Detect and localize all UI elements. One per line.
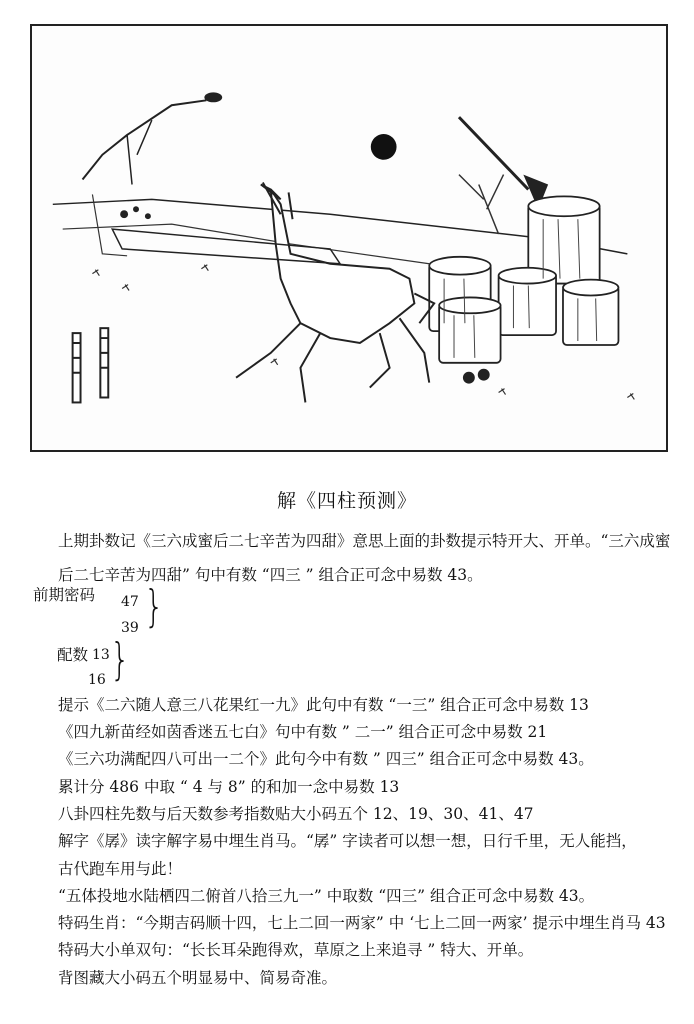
match-numbers-label: 配数: [57, 646, 89, 664]
brace-symbol: }: [110, 634, 130, 685]
previous-code-value: 39: [121, 620, 139, 636]
body-line: 《三六功满配四八可出一二个》此句今中有数 ” 四三” 组合正可念中易数 43。: [58, 750, 594, 768]
body-line: 《四九新苗经如茵香迷五七白》句中有数 ” 二一” 组合正可念中易数 21: [58, 723, 548, 741]
body-line: 八卦四柱先数与后天数参考指数贴大小码五个 12、19、30、41、47: [58, 805, 534, 823]
body-line: 背图藏大小码五个明显易中、简易奇准。: [58, 969, 338, 987]
body-line: 提示《二六随人意三八花果红一九》此句中有数 “一三” 组合正可念中易数 13: [58, 696, 589, 714]
body-line: 解字《孱》读字解字易中埋生肖马。“孱” 字读者可以想一想，日行千里，无人能挡，: [58, 832, 637, 850]
paragraph-line: 后二七辛苦为四甜” 句中有数 “四三 ” 组合正可念中易数 43。: [58, 566, 483, 584]
article-title: 解《四柱预测》: [276, 490, 417, 512]
illustration-frame: [30, 24, 668, 452]
paragraph-line: 上期卦数记《三六成蜜后二七辛苦为四甜》意思上面的卦数提示特开大、开单。“三六成蜜: [58, 532, 671, 550]
body-line: “五体投地水陆栖四二俯首八拾三九一” 中取数 “四三” 组合正可念中易数 43。: [58, 887, 595, 905]
deer-woodland-illustration: [32, 26, 666, 450]
previous-code-value: 47: [121, 594, 139, 610]
match-number-value: 13: [92, 647, 110, 663]
previous-code-label: 前期密码: [33, 586, 96, 604]
body-line: 特码大小单双句：“长长耳朵跑得欢，草原之上来追寻 ” 特大、开单。: [58, 941, 534, 959]
body-line: 累计分 486 中取 “ 4 与 8” 的和加一念中易数 13: [58, 778, 400, 796]
body-line: 特码生肖：“今期吉码顺十四，七上二回一两家” 中 ‘七上二回一两家’ 提示中埋生肖马 43: [58, 914, 666, 932]
match-number-value: 16: [88, 672, 106, 688]
brace-symbol: }: [144, 581, 164, 632]
body-line: 古代跑车用与此！: [58, 860, 183, 878]
